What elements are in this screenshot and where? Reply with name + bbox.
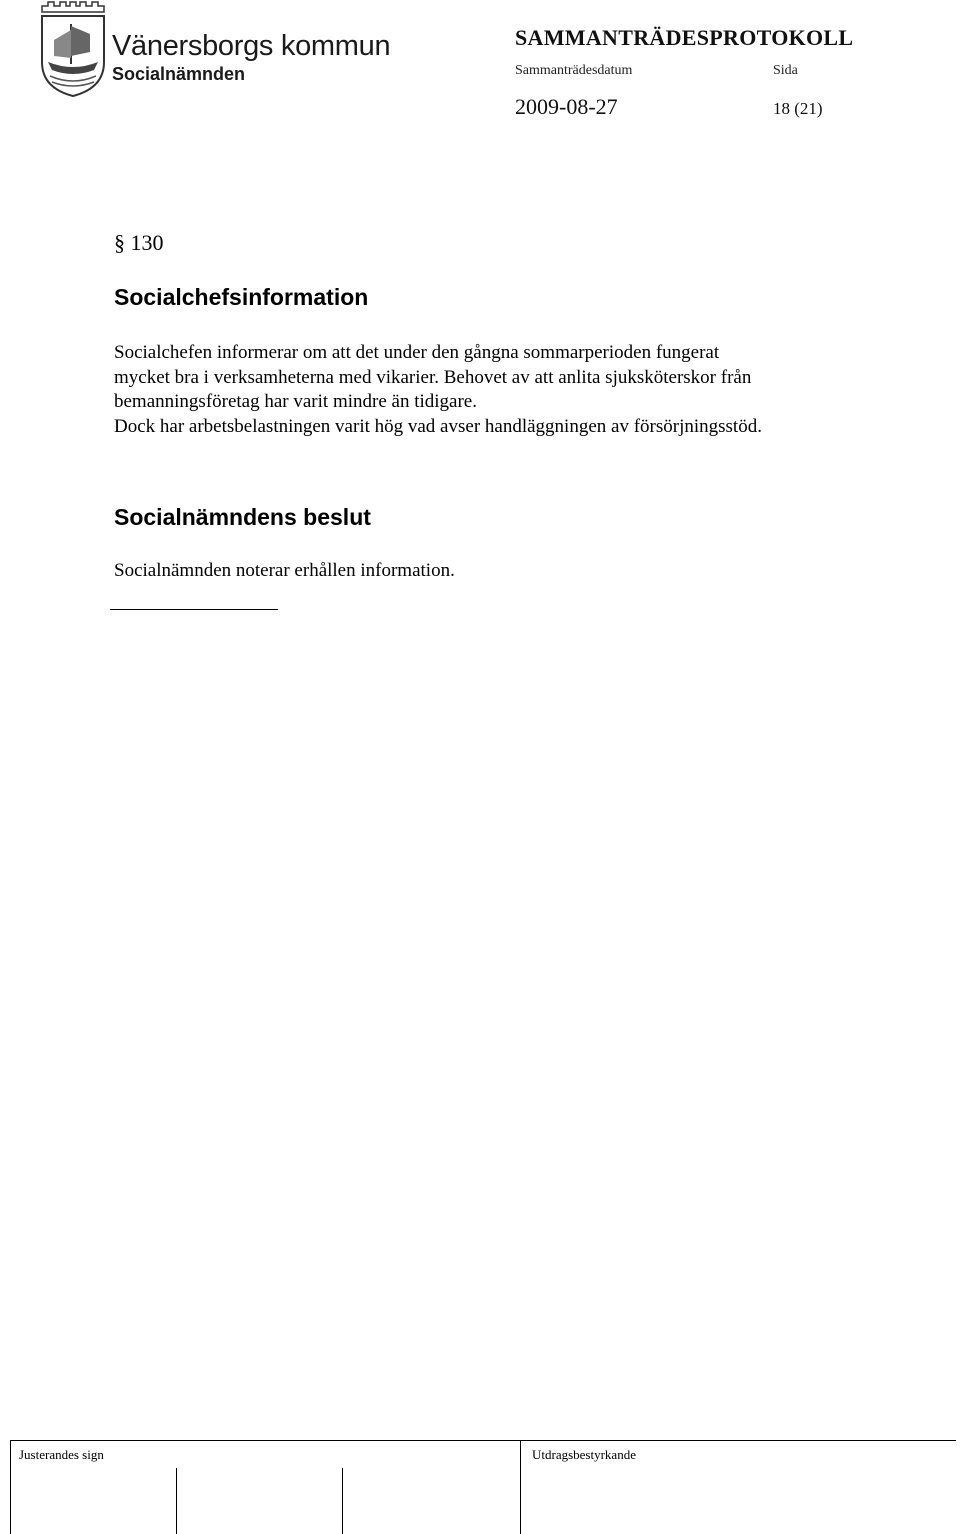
page-number-value: 18 (21) [773,99,823,118]
signature-box-divider [176,1468,177,1534]
section-end-rule [110,609,278,610]
page-label: Sida [773,63,798,78]
footer-rule [10,1440,956,1441]
decision-text: Socialnämnden noterar erhållen information. [114,560,455,581]
section-title: Socialchefsinformation [114,284,369,310]
meeting-date-value: 2009-08-27 [515,94,618,119]
information-paragraph [114,341,944,440]
decision-heading: Socialnämndens beslut [114,504,371,530]
paragraph-line: mycket bra i verksamheterna med vikarier. Behovet av att anlita sjuksköterskor från [114,366,752,388]
signature-box-divider [520,1440,521,1534]
organization-name: Vänersborgs kommun [112,30,391,62]
section-number: § 130 [114,230,164,255]
signature-label: Justerandes sign [19,1447,104,1462]
signature-box-divider [342,1468,343,1534]
paragraph-line: Socialchefen informerar om att det under den gångna sommarperioden fungerat [114,342,720,363]
organization-unit: Socialnämnden [112,64,246,84]
paragraph-line: bemanningsföretag har varit mindre än tidigare. [114,391,477,413]
signature-box-divider [10,1440,11,1534]
document-title: SAMMANTRÄDESPROTOKOLL [515,25,854,50]
paragraph-line: Dock har arbetsbelastningen varit hög vad avser handläggningen av försörjningsstöd. [114,416,762,438]
meeting-date-label: Sammanträdesdatum [515,63,633,78]
municipal-coat-of-arms-ship-icon [38,0,108,98]
extract-label: Utdragsbestyrkande [532,1447,636,1462]
